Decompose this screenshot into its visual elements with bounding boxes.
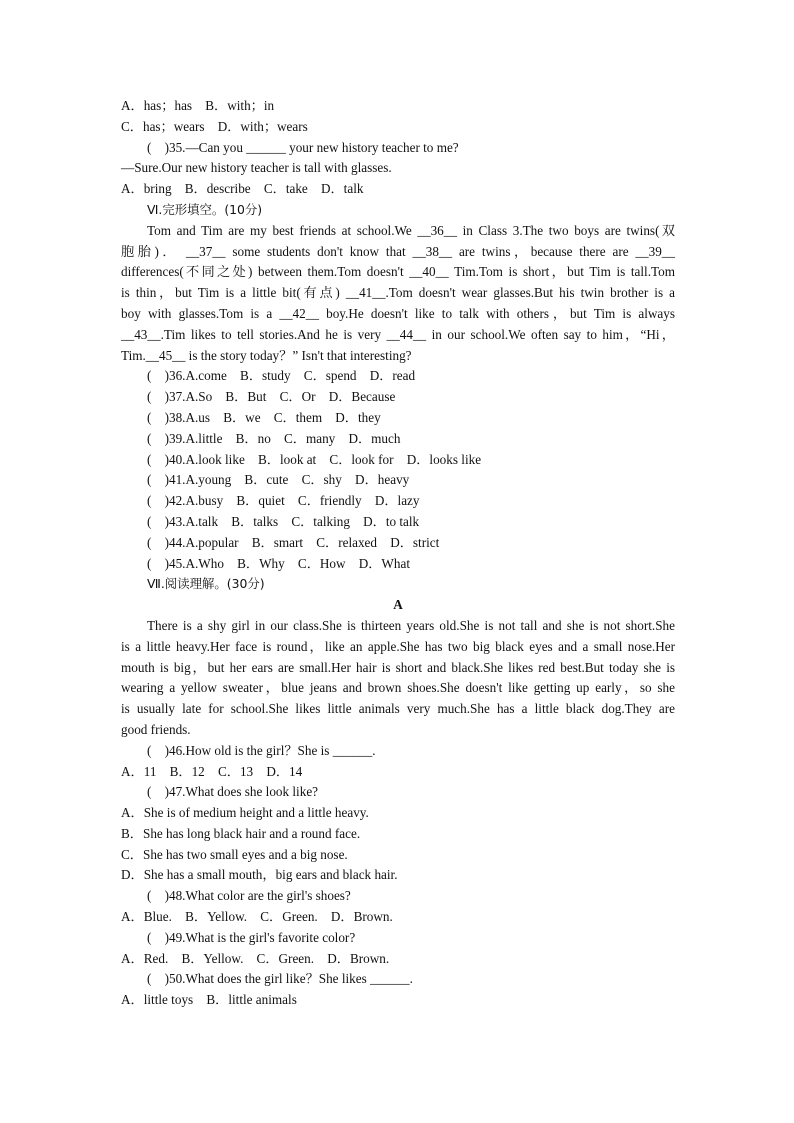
q47-option-c: C．She has two small eyes and a big nose. (121, 846, 348, 862)
cloze-line: Tim.__45__ is the story today？” Isn't that interesting? (121, 347, 412, 363)
cloze-question: ( )43.A.talk B．talks C．talking D．to talk (147, 513, 420, 529)
passage-a (121, 616, 675, 741)
q35-question: ( )35.—Can you ______ your new history teacher to me? (147, 139, 459, 155)
cloze-question: ( )44.A.popular B．smart C．relaxed D．strict (147, 534, 440, 550)
q46-question: ( )46.How old is the girl？She is ______. (147, 742, 376, 758)
passage-line: is a little heavy.Her face is round，like an apple.She has two big black eyes and a small nose.Her (121, 638, 675, 654)
q48-options: A．Blue. B．Yellow. C．Green. D．Brown. (121, 909, 393, 925)
section-7-title: Ⅶ.阅读理解。(30分) (147, 576, 265, 592)
q49-question: ( )49.What is the girl's favorite color? (147, 929, 356, 945)
cloze-question: ( )36.A.come B．study C．spend D．read (147, 368, 416, 384)
passage-line: There is a shy girl in our class.She is thirteen years old.She is not tall and she is not short.She (147, 617, 675, 633)
passage-line: mouth is big，but her ears are small.Her hair is short and black.She likes red best.But today she is (121, 659, 675, 675)
section-6-title: Ⅵ.完形填空。(10分) (147, 201, 263, 217)
passage-a-label: A (393, 597, 403, 613)
passage-line: is usually late for school.She likes little animals very much.She has a little black dog.They are (121, 701, 675, 717)
cloze-line: is thin，but Tim is a little bit(有点) __41__.Tom doesn't wear glasses.But his twin brother is a (121, 285, 675, 301)
q35-answer: —Sure.Our new history teacher is tall with glasses. (121, 160, 392, 176)
cloze-question: ( )39.A.little B．no C．many D．much (147, 430, 401, 446)
cloze-question: ( )45.A.Who B．Why C．How D．What (147, 555, 410, 571)
q50-options: A．little toys B．little animals (121, 992, 297, 1008)
passage-line: wearing a yellow sweater，blue jeans and brown shoes.She doesn't like getting up early，so she (121, 680, 675, 696)
cloze-line: 胞胎)． __37__ some students don't know that __38__ are twins，because there are __39__ (121, 243, 675, 259)
cloze-question: ( )37.A.So B．But C．Or D．Because (147, 389, 396, 405)
cloze-line: Tom and Tim are my best friends at school.We __36__ in Class 3.The two boys are twins(双 (147, 222, 675, 238)
q47-option-d: D．She has a small mouth，big ears and black hair. (121, 867, 398, 883)
q35-options: A．bring B．describe C．take D．talk (121, 181, 364, 197)
q34-options-line1: A．has；has B．with；in (121, 98, 275, 113)
exam-content (121, 96, 675, 1011)
cloze-question: ( )40.A.look like B．look at C．look for D．looks like (147, 451, 482, 467)
q47-question: ( )47.What does she look like? (147, 784, 319, 800)
q47-option-b: B．She has long black hair and a round face. (121, 825, 361, 841)
cloze-line: differences(不同之处) between them.Tom doesn't __40__ Tim.Tom is short，but Tim is tall.Tom (121, 264, 675, 280)
q47-option-a: A．She is of medium height and a little heavy. (121, 805, 369, 821)
cloze-question: ( )38.A.us B．we C．them D．they (147, 409, 381, 425)
q50-question: ( )50.What does the girl like？She likes ______. (147, 971, 413, 987)
cloze-question: ( )41.A.young B．cute C．shy D．heavy (147, 472, 410, 488)
q49-options: A．Red. B．Yellow. C．Green. D．Brown. (121, 950, 390, 966)
q48-question: ( )48.What color are the girl's shoes? (147, 888, 351, 904)
cloze-line: boy with glasses.Tom is a __42__ boy.He doesn't like to talk with others，but Tim is always (121, 305, 675, 321)
cloze-question: ( )42.A.busy B．quiet C．friendly D．lazy (147, 493, 420, 509)
cloze-passage (121, 221, 675, 367)
cloze-line: __43__.Tim likes to tell stories.And he is very __44__ in our school.We often say to him，“Hi， (121, 326, 675, 342)
passage-line: good friends. (121, 721, 191, 737)
q46-options: A．11 B．12 C．13 D．14 (121, 763, 303, 779)
q34-options-line2: C．has；wears D．with；wears (121, 118, 308, 134)
